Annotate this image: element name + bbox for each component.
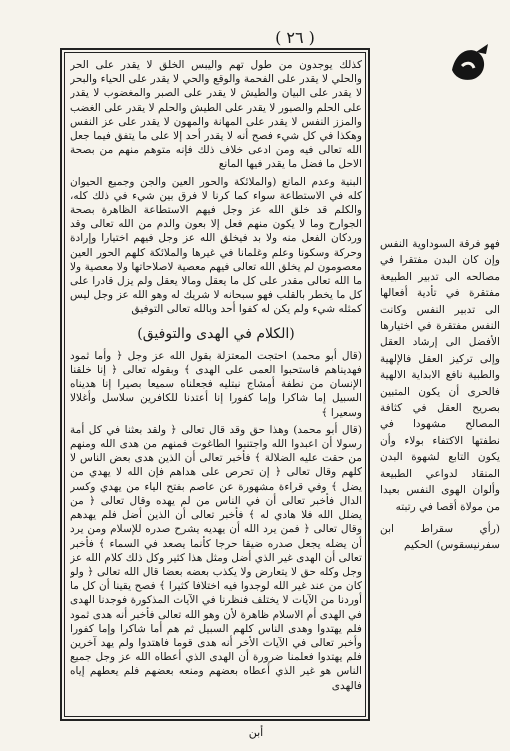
page-number: ( ٢٦ ) (275, 28, 315, 47)
margin-commentary (380, 236, 500, 706)
seal-logo-icon (446, 40, 492, 84)
main-paragraph-2: البنية وعدم المانع (والملائكة والحور العين والجن وجميع الحيوان كله في الاستطاعة سواء كما كرنا لا فرق بين شيء في ذلك كله، والكلم قد خلق الله عز وجل فيهم الاستطاعة الظاهرة بصحة الجوارح وما لا يكون منهم فعل إلا بعون والدم من الله تعالى وقد وردكان الفعل منه ولا بد فيخلق الله عز وجل فيهم اختيارا وإرادة وحركة وسكونا وعلم وغلمانا في غيرها والملائكة كلهم الحور العين معصومون لم يخلق الله تعالى فيهم معصية لاصلاحاتها ولا معصية ولا ما الله تعالى مقدر على كل ما يعقل ومالا يعقل ولم يزل قادرا على كل ما يخطر بالقلب فهو سبحانه لا شريك له وهو الله عز وجل ليس كمثله شيء ولم يكن له كفوا أحد وبالله تعالى التوفيق (70, 175, 362, 316)
main-paragraph-3: (قال أبو محمد) احتجت المعتزلة بقول الله عز وجل ﴿ وأما ثمود فهديناهم فاستحبوا العمى على الهدى ﴾ وبقوله تعالى ﴿ إنا خلقنا الإنسان من نطفة أمشاج نبتليه فجعلناه سميعا بصيرا إنا هديناه السبيل إما شاكرا وإما كفورا إنا أعتدنا للكافرين سلاسل وأغلالا وسعيرا ﴾ (70, 349, 362, 419)
main-text-column (70, 58, 362, 714)
margin-paragraph: فهو فرقة السوداوية النفس وإن كان البدن مفتقرا في مصالحه الى تدبير الطبيعة مفتقرة في تأدية أفعالها الى تدبير النفس وكانت النفس مفتقرة في اختيارها الأفضل الى إرشاد العقل وإلى تركيز العقل فالإلهية والطبية نافع الابداية الالهية فالحرى أن يكون المتبين بصريح العقل في كثافة المصالح مشهودا في نطفتها الاكتفاء بولاء وأن يكون التابع لشهوة البدن المنقاد لدواعي الطبيعة وألوان الهوى النفس بعيدا من مولاة أقصا في رتبته (380, 238, 500, 513)
main-paragraph-1: كذلك يوجدون من طول تهم واليبس الخلق لا يقدر على الحر والحلي لا يقدر على الفحمة والوقع والحي لا يقدر على الحياء والبحر لا يقدر على البيان والطيش لا يقدر على الصبر والمغضوب لا يقدر على الحلم والصبور لا يقدر على الطيش والحلم لا يقدر على الغضب والمزز النفس لا يقدر على المهانة والمهون لا يقدر على عز النفس وهكذا في كل شيء فصح أنه لا يقدر أحد إلا على ما يتفق فيما جعل الله تعالى فيه ومن ادعى خلاف ذلك فإنه متوهم منهم من بصحة الاحل ما فضل ما يقدر فيها المانع (70, 59, 362, 171)
section-heading: (الكلام في الهدى والتوفيق) (137, 325, 295, 342)
catchword: أبن (248, 726, 264, 739)
margin-section-title: (رأي سقراط ابن سفرنيسقوس) الحكيم (380, 522, 500, 552)
main-paragraph-4: (قال أبو محمد) وهذا حق وقد قال تعالى ﴿ ولقد بعثنا في كل أمة رسولا أن اعبدوا الله واجتنبوا الطاغوت فمنهم من هدى الله ومنهم من حقت عليه الضلالة ﴾ فأخبر تعالى أن الذين هدى بعض الناس لا كلهم وقال تعالى ﴿ إن تحرص على هداهم فإن الله لا يهدي من يضل ﴾ وفي قراءة مشهورة عن عاصم بفتح الياء من يهدي وكسر الدال فأخبر تعالى أن في الناس من لم يهده وقال تعالى ﴿ من يضلل الله فلا هادي له ﴾ فأخبر تعالى أن الذين أضل فلم يهدهم وقال تعالى ﴿ فمن يرد الله أن يهديه يشرح صدره للإسلام ومن يرد أن يضله يجعل صدره ضيقا حرجا كأنما يصعد في السماء ﴾ فأخبر تعالى أن الهدى غير الذي أضل ومثل هذا كثير وكل ذلك كلام الله عز وجل وكله حق لا يتعارض ولا يكذب بعضه بعضا قال الله تعالى ﴿ ولو كان من عند غير الله لوجدوا فيه اختلافا كثيرا ﴾ فصح يقينا أن كل ما أوردنا من الآيات لا يختلف فنظرنا في الآيات المذكورة فوجدنا الهدى في الهدى أم الاسلام ظاهرة لأن وهو الله تعالى فأخبر أنه هدى ثمود فلم يهتدوا وهدى الناس كلهم السبيل ثم هم أما شاكرا وإما كفورا وأخبر تعالى في الآيات الأخر أنه هدى قوما فاهتدوا ولم يهد آخرين فلم يهتدوا فعلمنا ضرورة أن الهدى الذي أعطاه الله عز وجل جميع الناس هو غير الذي أعطاه بعضهم ومنعه بعضهم فلم يعطهم إياه فالهدى (70, 423, 362, 692)
